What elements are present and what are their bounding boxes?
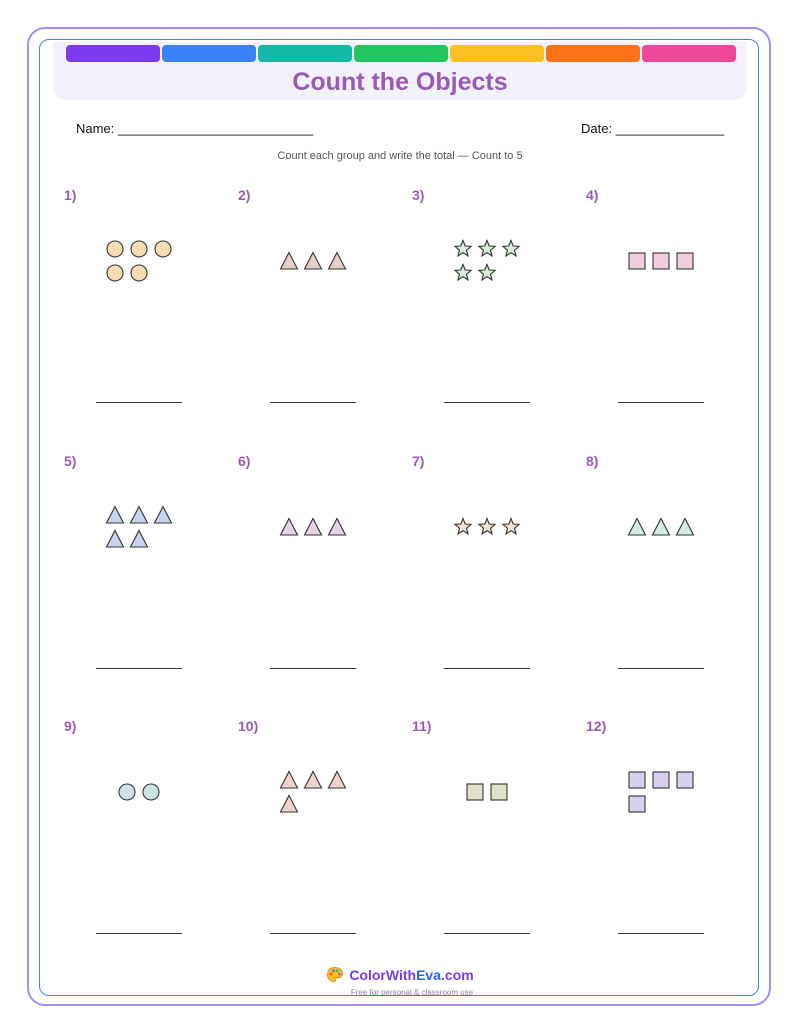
answer-line[interactable] (444, 933, 530, 934)
object-group (238, 718, 408, 968)
circle-icon (143, 784, 159, 800)
square-icon (677, 772, 693, 788)
object-group (412, 453, 582, 703)
square-icon (629, 796, 645, 812)
problem-number: 12) (586, 718, 607, 734)
instructions: Count each group and write the total — Count to 5 (277, 150, 523, 162)
problem-number: 11) (412, 718, 432, 734)
rainbow-segment (546, 45, 640, 62)
palette-icon (326, 966, 344, 984)
triangle-icon (107, 507, 124, 524)
footer (0, 966, 800, 997)
square-icon (629, 253, 645, 269)
circle-icon (155, 241, 171, 257)
object-group (64, 453, 234, 703)
circle-icon (131, 241, 147, 257)
problem-cell (238, 187, 408, 437)
rainbow-segment (642, 45, 736, 62)
problem-cell (238, 718, 408, 968)
problem-number: 7) (412, 453, 425, 469)
rainbow-segment (162, 45, 256, 62)
problem-number: 4) (586, 187, 599, 203)
answer-line[interactable] (444, 668, 530, 669)
answer-line[interactable] (618, 668, 704, 669)
name-field: Name: ___________________________ (76, 121, 314, 136)
triangle-icon (329, 519, 346, 536)
square-icon (629, 772, 645, 788)
brand-name-part: Eva (416, 967, 441, 983)
problem-cell (238, 453, 408, 703)
square-icon (653, 772, 669, 788)
brand-name-part: ColorWith (349, 967, 417, 983)
problem-cell (412, 187, 582, 437)
rainbow-segment (450, 45, 544, 62)
triangle-icon (281, 772, 298, 789)
object-group (586, 718, 756, 968)
triangle-icon (305, 772, 322, 789)
triangle-icon (629, 519, 646, 536)
star-icon (503, 519, 519, 534)
brand-domain: .com (440, 967, 474, 983)
triangle-icon (107, 531, 124, 548)
star-icon (503, 241, 519, 256)
answer-line[interactable] (444, 402, 530, 403)
star-icon (479, 241, 495, 256)
problem-number: 1) (64, 187, 77, 203)
triangle-icon (653, 519, 670, 536)
page-title: Count the Objects (292, 68, 508, 96)
rainbow-segment (258, 45, 352, 62)
object-group (238, 453, 408, 703)
star-icon (455, 241, 471, 256)
object-group (238, 187, 408, 437)
problem-cell (412, 718, 582, 968)
answer-line[interactable] (96, 402, 182, 403)
problem-cell (586, 718, 756, 968)
answer-line[interactable] (270, 668, 356, 669)
circle-icon (107, 241, 123, 257)
triangle-icon (677, 519, 694, 536)
rainbow-segment (66, 45, 160, 62)
problem-cell (64, 187, 234, 437)
footer-tagline: Free for personal & classroom use (350, 988, 474, 997)
answer-line[interactable] (96, 933, 182, 934)
problem-number: 10) (238, 718, 259, 734)
triangle-icon (155, 507, 172, 524)
object-group (586, 453, 756, 703)
star-icon (455, 265, 471, 280)
triangle-icon (131, 531, 148, 548)
problem-cell (64, 453, 234, 703)
object-group (586, 187, 756, 437)
triangle-icon (131, 507, 148, 524)
star-icon (479, 265, 495, 280)
answer-line[interactable] (270, 402, 356, 403)
rainbow-segment (354, 45, 448, 62)
problem-cell (412, 453, 582, 703)
triangle-icon (305, 253, 322, 270)
object-group (64, 718, 234, 968)
problem-number: 9) (64, 718, 77, 734)
star-icon (455, 519, 471, 534)
problem-number: 6) (238, 453, 251, 469)
star-icon (479, 519, 495, 534)
triangle-icon (281, 796, 298, 813)
problem-cell (586, 187, 756, 437)
triangle-icon (329, 772, 346, 789)
object-group (412, 187, 582, 437)
triangle-icon (281, 519, 298, 536)
circle-icon (131, 265, 147, 281)
answer-line[interactable] (96, 668, 182, 669)
problem-number: 5) (64, 453, 77, 469)
problem-number: 2) (238, 187, 251, 203)
problem-cell (586, 453, 756, 703)
circle-icon (119, 784, 135, 800)
object-group (64, 187, 234, 437)
triangle-icon (305, 519, 322, 536)
problem-cell (64, 718, 234, 968)
date-field: Date: _______________ (581, 121, 725, 136)
triangle-icon (329, 253, 346, 270)
answer-line[interactable] (270, 933, 356, 934)
problem-number: 8) (586, 453, 599, 469)
answer-line[interactable] (618, 402, 704, 403)
answer-line[interactable] (618, 933, 704, 934)
triangle-icon (281, 253, 298, 270)
problem-number: 3) (412, 187, 425, 203)
rainbow-bar (66, 45, 736, 62)
square-icon (491, 784, 507, 800)
square-icon (677, 253, 693, 269)
circle-icon (107, 265, 123, 281)
square-icon (467, 784, 483, 800)
square-icon (653, 253, 669, 269)
object-group (412, 718, 582, 968)
footer-logo (326, 966, 473, 984)
